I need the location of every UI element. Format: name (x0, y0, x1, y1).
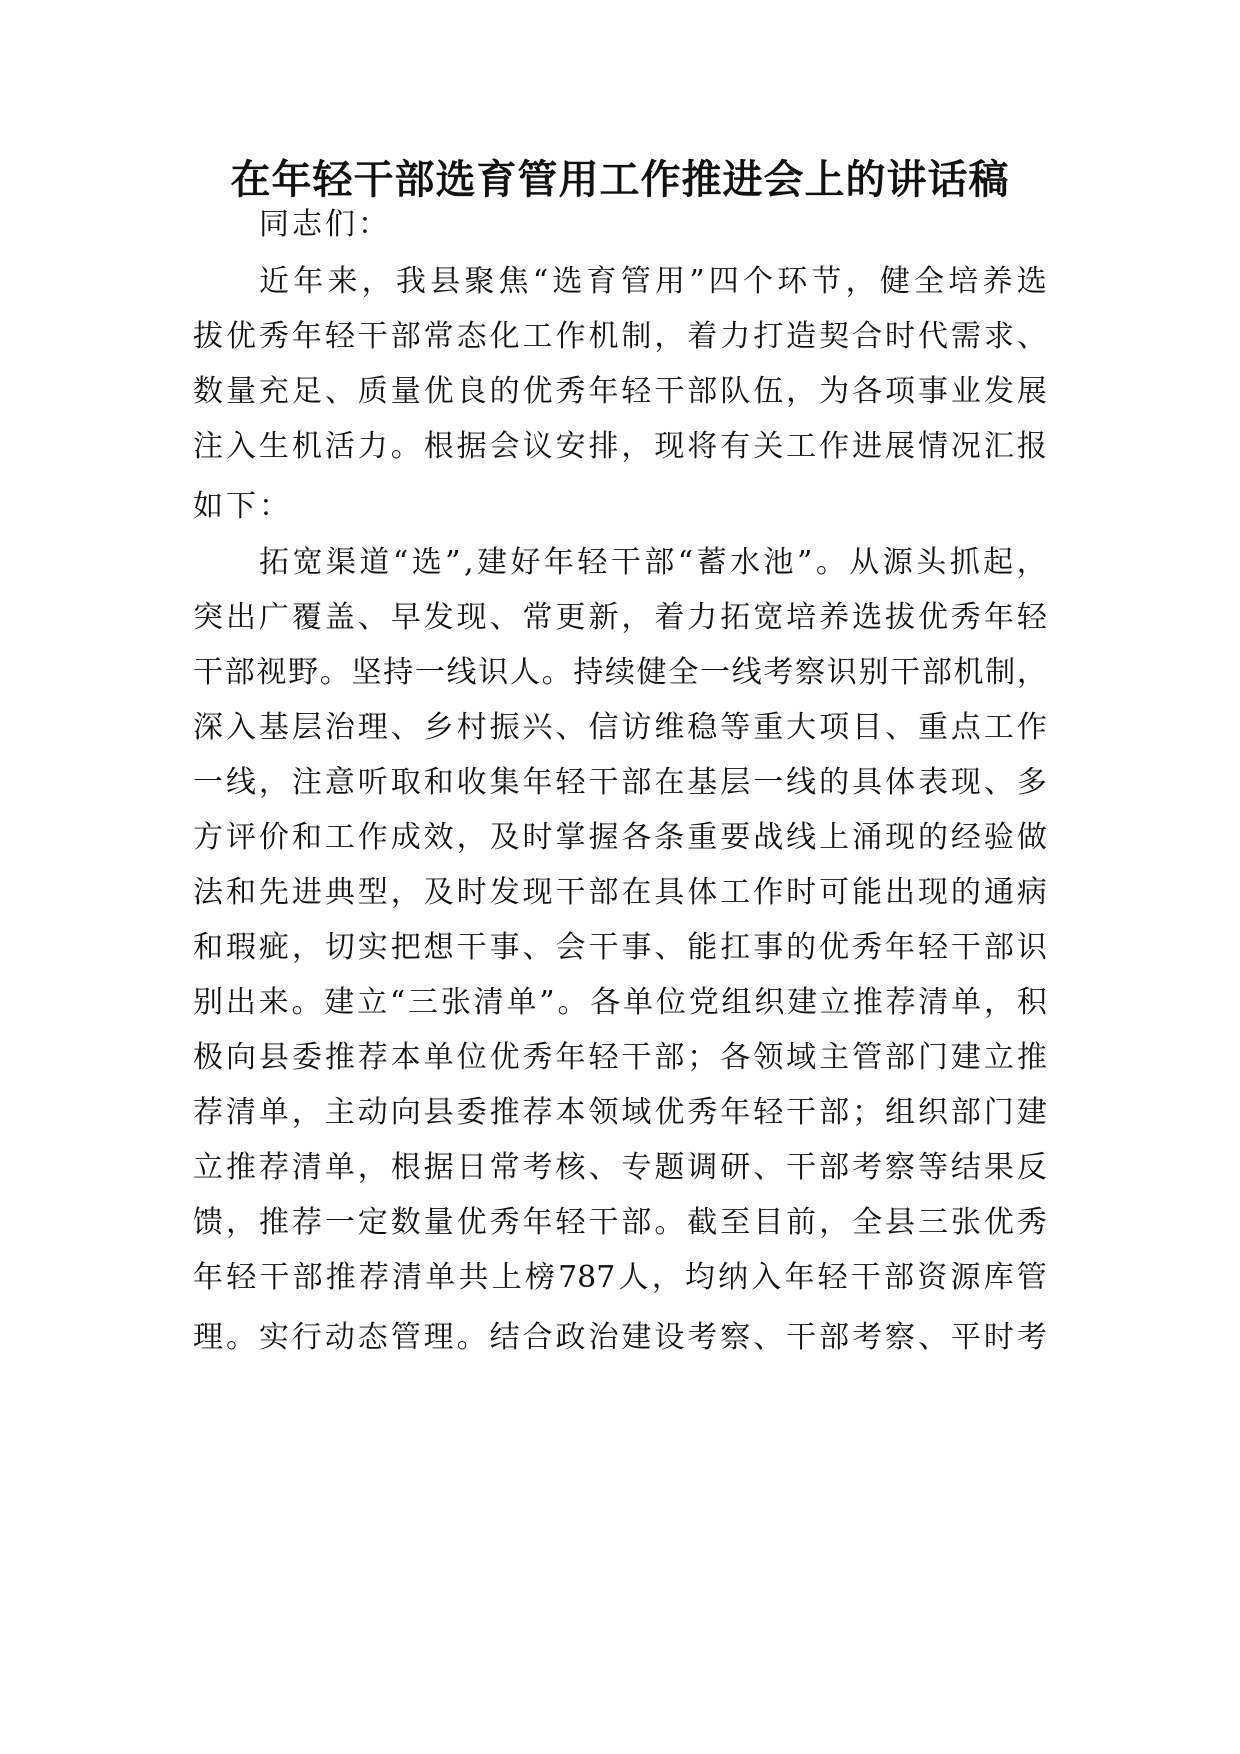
paragraph-line: 拓 宽 渠 道 “ 选 ” , 建 好 年 轻 干 部 “ 蓄 水 池 ” 。 从 源 头 抓 起 ， (259, 545, 1047, 580)
paragraph-line: 一 线 ， 注 意 听 取 和 收 集 年 轻 干 部 在 基 层 一 线 的 具 体 表 现 、 多 (193, 765, 1047, 800)
paragraph-line: 注 入 生 机 活 力 。 根 据 会 议 安 排 ， 现 将 有 关 工 作 进 展 情 况 汇 报 (193, 429, 1047, 464)
paragraph-line: 干 部 视 野 。 坚 持 一 线 识 人 。 持 续 健 全 一 线 考 察 识 别 干 部 机 制 ， (193, 655, 1047, 690)
document-title: 在年轻干部选育管用工作推进会上的讲话稿 (230, 157, 1010, 203)
paragraph-line: 法 和 先 进 典 型 ， 及 时 发 现 干 部 在 具 体 工 作 时 可 能 出 现 的 通 病 (193, 875, 1047, 910)
paragraph-line: 方 评 价 和 工 作 成 效 ， 及 时 掌 握 各 条 重 要 战 线 上 涌 现 的 经 验 做 (193, 820, 1047, 855)
paragraph-line: 近 年 来 ， 我 县 聚 焦 “ 选 育 管 用 ” 四 个 环 节 ， 健 全 培 养 选 (259, 264, 1047, 299)
paragraph-line: 馈 ， 推 荐 一 定 数 量 优 秀 年 轻 干 部 。 截 至 目 前 ， 全 县 三 张 优 秀 (193, 1205, 1047, 1240)
paragraph-line: 理 。 实 行 动 态 管 理 。 结 合 政 治 建 设 考 察 、 干 部 考 察 、 平 时 考 (193, 1320, 1047, 1355)
paragraph-line: 和 瑕 疵 ， 切 实 把 想 干 事 、 会 干 事 、 能 扛 事 的 优 秀 年 轻 干 部 识 (193, 930, 1047, 965)
paragraph-line: 如 下 ： (193, 489, 292, 524)
salutation-line: 同 志 们 ： (259, 207, 391, 242)
paragraph-line: 立 推 荐 清 单 ， 根 据 日 常 考 核 、 专 题 调 研 、 干 部 考 察 等 结 果 反 (193, 1150, 1047, 1185)
paragraph-line: 年 轻 干 部 推 荐 清 单 共 上 榜 787 人 ， 均 纳 入 年 轻 干 部 资 源 库 管 (193, 1260, 1047, 1295)
paragraph-line: 别 出 来 。 建 立 “ 三 张 清 单 ” 。 各 单 位 党 组 织 建 立 推 荐 清 单 ， 积 (193, 985, 1047, 1020)
paragraph-line: 突 出 广 覆 盖 、 早 发 现 、 常 更 新 ， 着 力 拓 宽 培 养 选 拔 优 秀 年 轻 (193, 600, 1047, 635)
paragraph-line: 深 入 基 层 治 理 、 乡 村 振 兴 、 信 访 维 稳 等 重 大 项 目 、 重 点 工 作 (193, 710, 1047, 745)
paragraph-line: 数 量 充 足 、 质 量 优 良 的 优 秀 年 轻 干 部 队 伍 ， 为 各 项 事 业 发 展 (193, 374, 1047, 409)
paragraph-line: 拔 优 秀 年 轻 干 部 常 态 化 工 作 机 制 ， 着 力 打 造 契 合 时 代 需 求 、 (193, 319, 1047, 354)
paragraph-line: 极 向 县 委 推 荐 本 单 位 优 秀 年 轻 干 部 ； 各 领 域 主 管 部 门 建 立 推 (193, 1040, 1047, 1075)
paragraph-line: 荐 清 单 ， 主 动 向 县 委 推 荐 本 领 域 优 秀 年 轻 干 部 ； 组 织 部 门 建 (193, 1095, 1047, 1130)
